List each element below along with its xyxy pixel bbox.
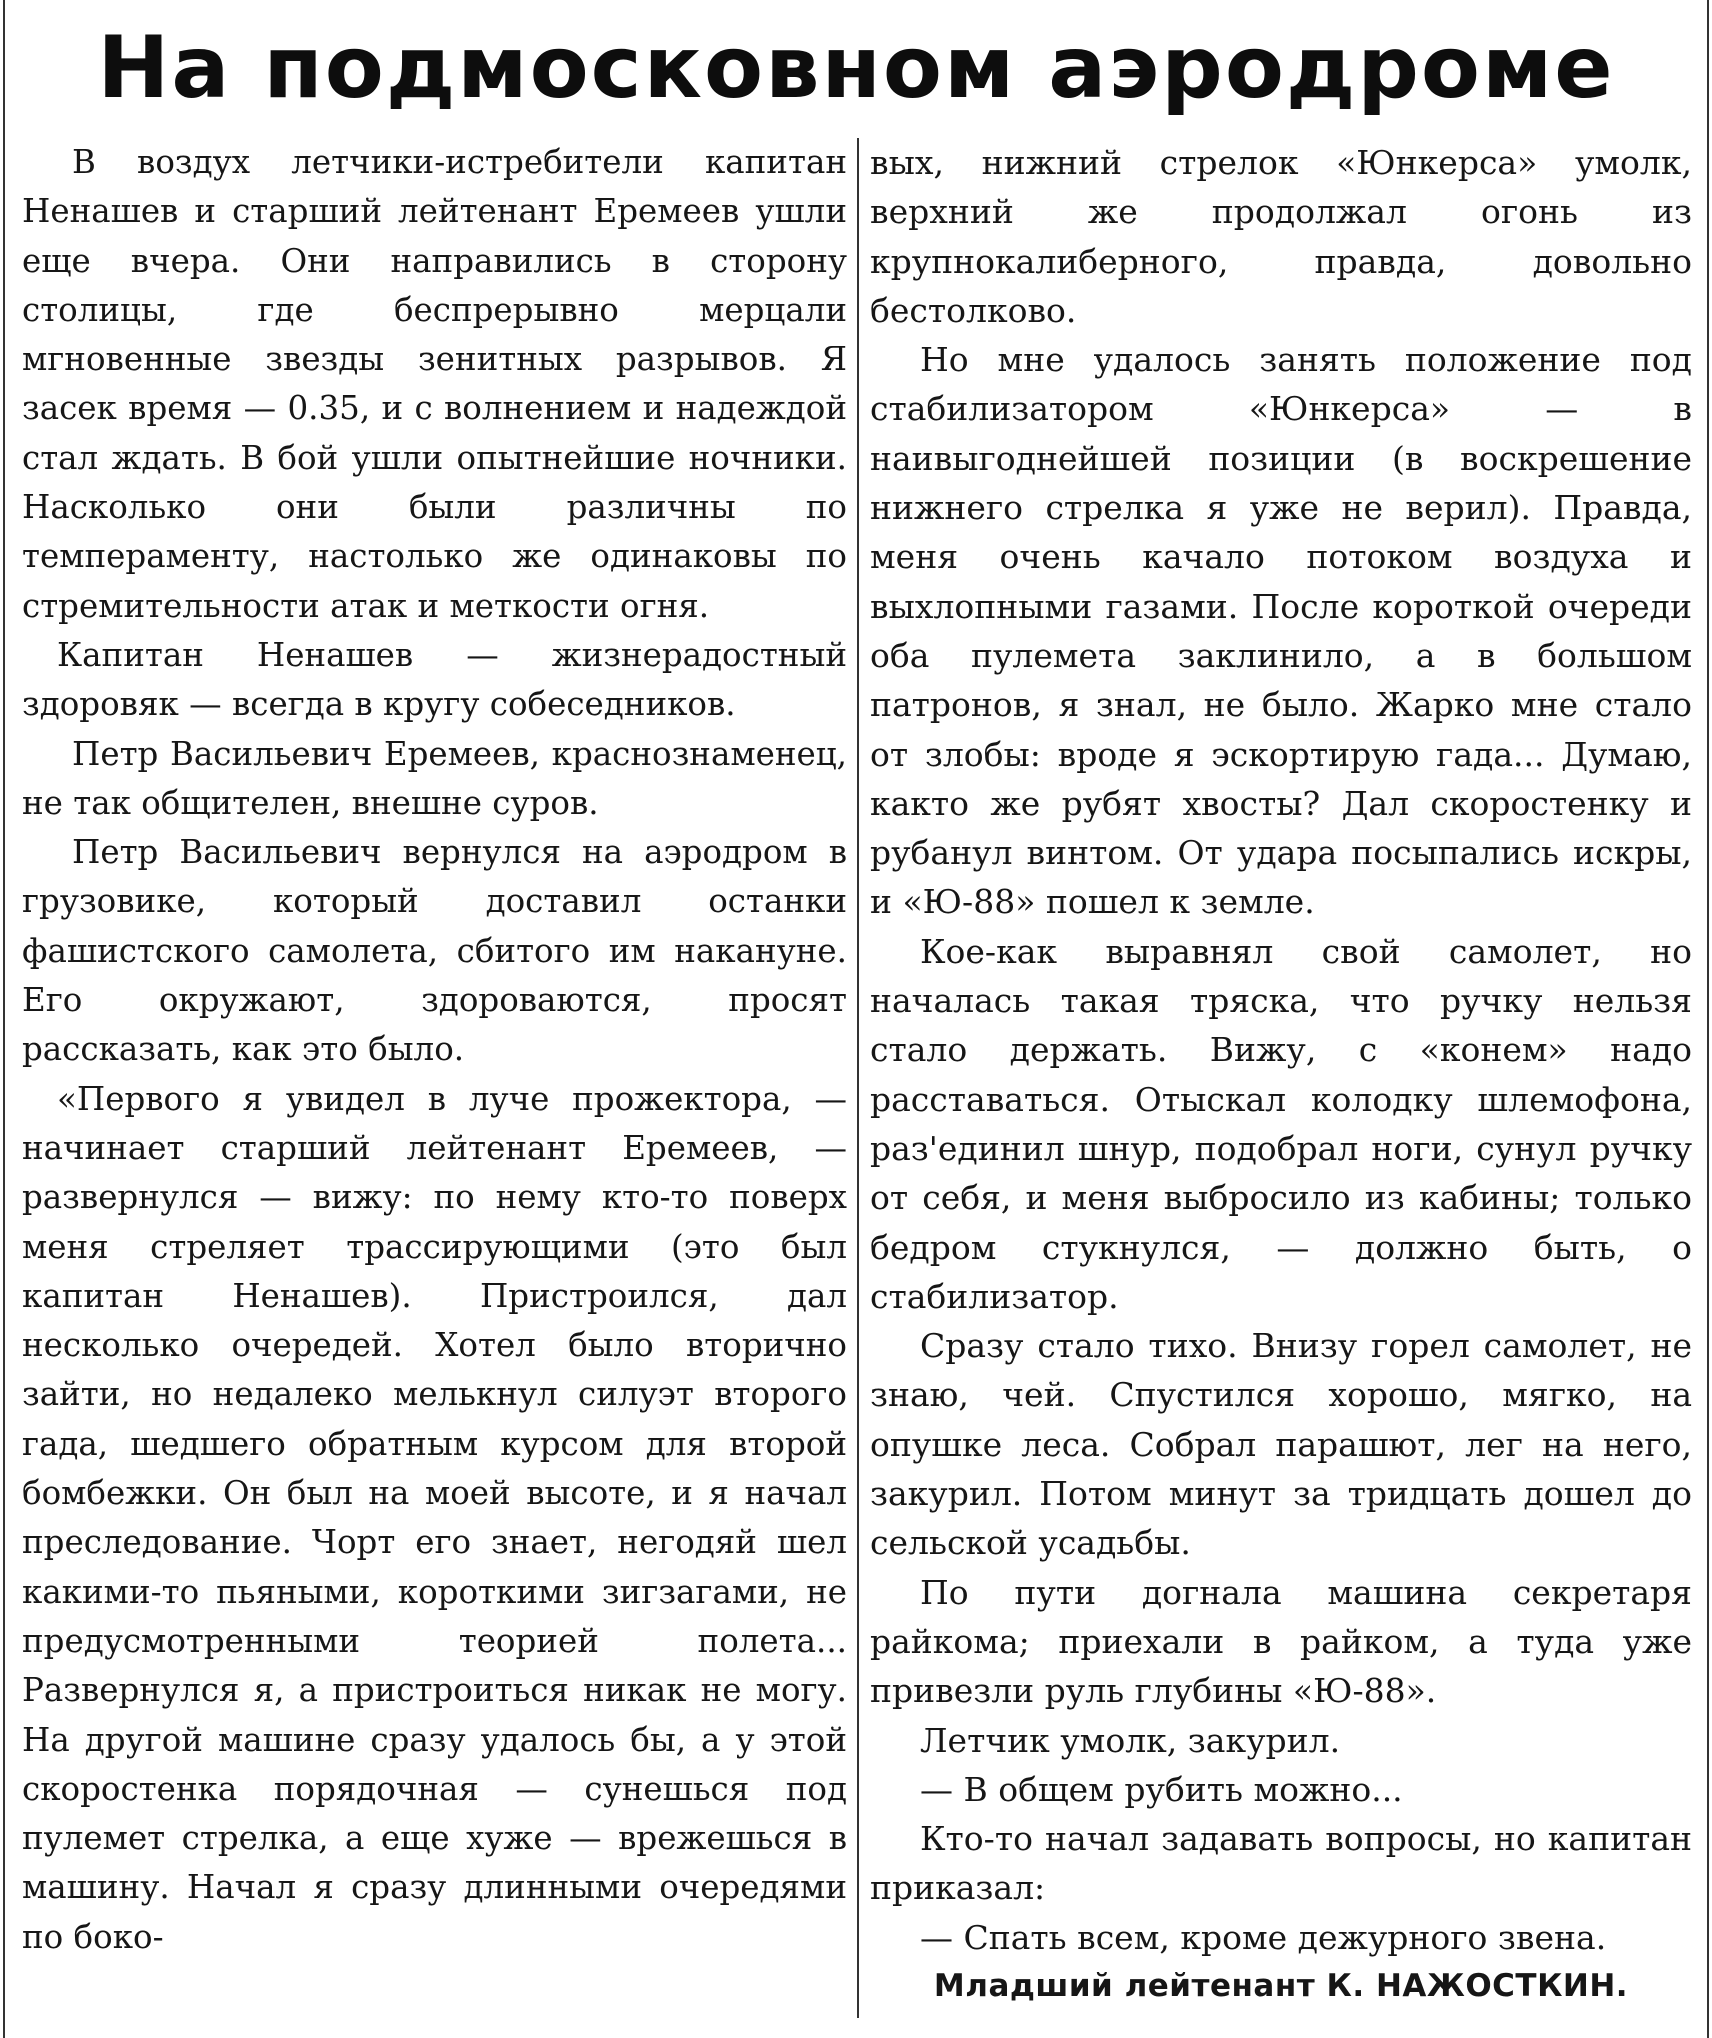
paragraph: Капитан Ненашев — жизнерадостный здоровяк — всегда в кругу собеседников.	[22, 635, 847, 724]
paragraph: Сразу стало тихо. Внизу горел самолет, не знаю, чей. Спустился хорошо, мягко, на опушке леса. Собрал парашют, лег на него, закурил. Потом минут за тридцать дошел до сельской усадьбы.	[870, 1326, 1692, 1563]
paragraph: По пути догнала машина секретаря райкома; приехали в райком, а туда уже привезли руль глубины «Ю-88».	[870, 1572, 1692, 1711]
paragraph: Петр Васильевич вернулся на аэродром в грузовике, который доставил останки фашистского самолета, сбитого им накануне. Его окружают, здороваются, просят рассказать, как это было.	[22, 833, 847, 1069]
paragraph: — В общем рубить можно...	[920, 1769, 1403, 1809]
paragraph: Но мне удалось занять положение под стабилизатором «Юнкерса» — в наивыгоднейшей позиции (в воскрешение нижнего стрелка я уже не верил). Правда, меня очень качало потоком воздуха и выхлопными газами. После короткой очереди оба пулемета заклинило, а в большом патронов, я знал, не было. Жарко мне стало от злобы: вроде я эскортирую гада... Думаю, както же рубят хвосты? Дал скоростенку и рубанул винтом. От удара посыпались искры, и «Ю-88» пошел к земле.	[870, 340, 1692, 922]
paragraph: В воздух летчики-истребители капитан Ненашев и старший лейтенант Еремеев ушли еще вчера. Они направились в сторону столицы, где беспрерывно мерцали мгновенные звезды зенитных разрывов. Я засек время — 0.35, и с волнением и надеждой стал ждать. В бой ушли опытнейшие ночники. Насколько они были различны по темпераменту, настолько же одинаковы по стремительности атак и меткости огня.	[22, 143, 847, 625]
paragraph: вых, нижний стрелок «Юнкерса» умолк, верхний же продолжал огонь из крупнокалиберного, правда, довольно бестолково.	[870, 143, 1692, 330]
paragraph: Кто-то начал задавать вопросы, но капитан приказал:	[870, 1819, 1692, 1908]
article-column-right	[870, 138, 1692, 2011]
paragraph: «Первого я увидел в луче прожектора, — начинает старший лейтенант Еремеев, — развернулся — вижу: по нему кто-то поверх меня стреляет трассирующими (это был капитан Ненашев). Пристроился, дал несколько очередей. Хотел было вторично зайти, но недалеко мелькнул силуэт второго гада, шедшего обратным курсом для второй бомбежки. Он был на моей высоте, и я начал преследование. Чорт его знает, негодяй шел какими-то пьяными, короткими зигзагами, не предусмотренными теорией полета... Развернулся я, а пристроиться никак не могу. На другой машине сразу удалось бы, а у этой скоростенка порядочная — сунешься под пулемет стрелка, а еще хуже — врежешься в машину. Начал я сразу длинными очередями по боко-	[22, 1079, 847, 1956]
paragraph: Кое-как выравнял свой самолет, но началась такая тряска, что ручку нельзя стало держать. Вижу, с «конем» надо расставаться. Отыскал колодку шлемофона, раз'единил шнур, подобрал ноги, сунул ручку от себя, и меня выбросило из кабины; только бедром стукнулся, — должно быть, о стабилизатор.	[870, 931, 1692, 1316]
paragraph: — Спать всем, кроме дежурного звена.	[920, 1917, 1607, 1957]
article-column-left	[22, 138, 847, 1962]
paragraph: Летчик умолк, закурил.	[920, 1720, 1341, 1760]
page-border-right	[1707, 0, 1709, 2038]
paragraph: Петр Васильевич Еремеев, краснознаменец, не так общителен, внешне суров.	[22, 734, 847, 822]
column-divider	[857, 138, 859, 2018]
page-border-left	[3, 0, 5, 2038]
byline: Младший лейтенант К. НАЖОСТКИН.	[933, 1967, 1629, 2004]
headline: На подмосковном аэродроме	[97, 18, 1615, 118]
